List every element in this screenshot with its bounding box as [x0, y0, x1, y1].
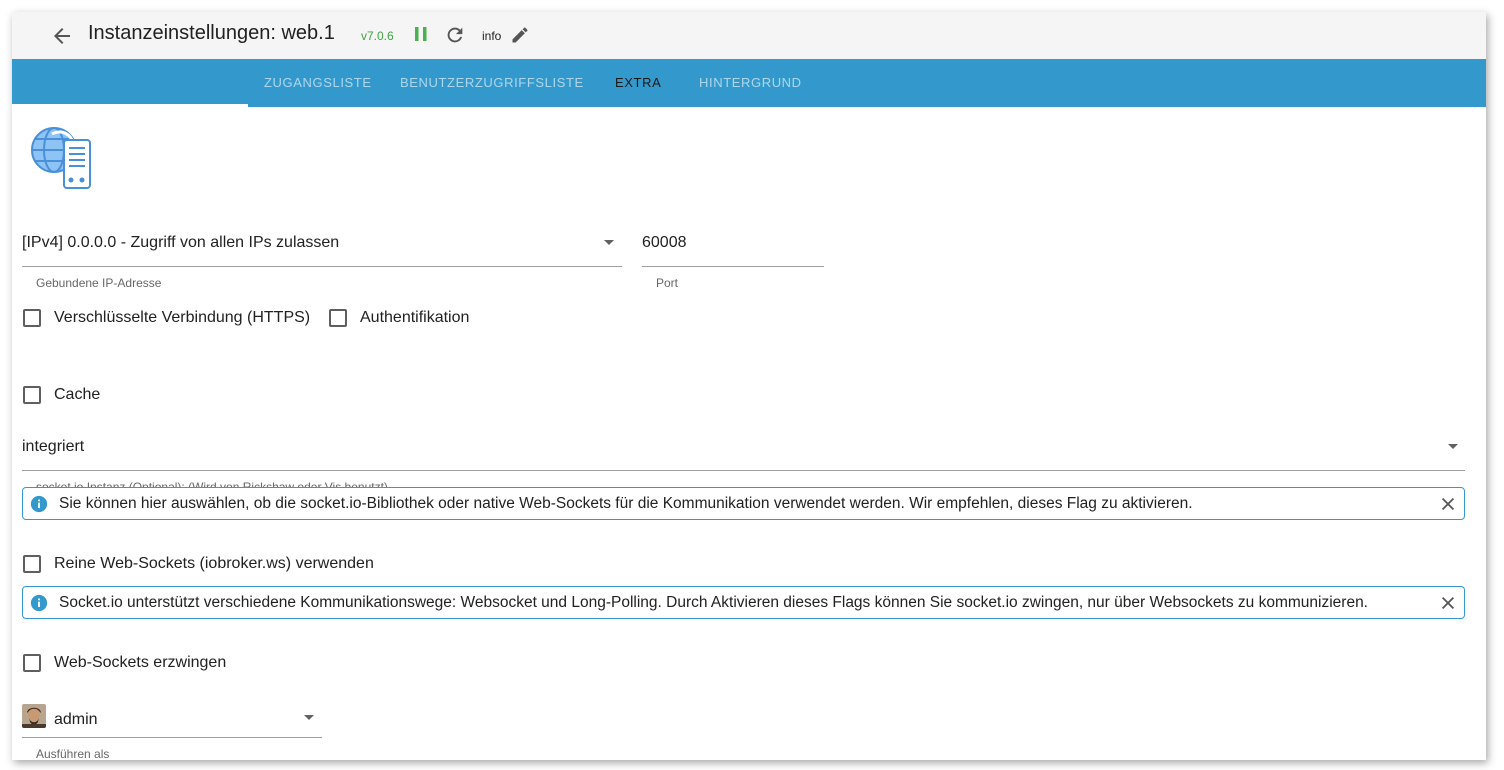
run-as-value: admin [54, 711, 98, 728]
port-value: 60008 [642, 234, 687, 251]
window-frame [12, 12, 1486, 760]
pure-websockets-checkbox[interactable] [23, 555, 374, 573]
cache-checkbox[interactable] [23, 386, 100, 404]
info-alert-force-websockets [22, 586, 1465, 619]
edit-pencil-icon[interactable] [510, 25, 530, 45]
info-alert-websockets [22, 487, 1465, 520]
reload-icon[interactable] [444, 24, 466, 46]
tab-benutzerzugriffsliste[interactable]: BENUTZERZUGRIFFSLISTE [400, 75, 584, 90]
run-as-label: Ausführen als [36, 747, 110, 760]
alert-text: Sie können hier auswählen, ob die socket.io-Bibliothek oder native Web-Sockets für die Kommunikation verwendet werden. Wir empfehlen, dieses Flag zu aktivieren. [59, 495, 1193, 512]
bind-ip-underline [22, 266, 622, 267]
tab-zugangsliste[interactable]: ZUGANGSLISTE [264, 75, 372, 90]
info-label: info [482, 29, 502, 43]
pause-icon[interactable] [411, 24, 431, 44]
tab-bar [12, 59, 1486, 107]
checkbox-square [329, 309, 347, 327]
tab-extra[interactable]: EXTRA [615, 75, 662, 90]
https-label: Verschlüsselte Verbindung (HTTPS) [54, 309, 311, 326]
info-icon [30, 495, 48, 513]
bind-ip-label: Gebundene IP-Adresse [36, 276, 162, 290]
bind-ip-select[interactable] [22, 234, 622, 294]
force-websockets-checkbox[interactable] [23, 654, 226, 672]
alert-text: Socket.io unterstützt verschiedene Kommunikationswege: Websocket und Long-Polling. Durch Aktivieren dieses Flags können Sie socket.io zwingen, nur über Websockets zu kommunizieren. [59, 594, 1368, 611]
top-bar [12, 12, 1486, 59]
settings-content [12, 107, 1486, 760]
checkbox-square [23, 555, 41, 573]
force-websockets-label: Web-Sockets erzwingen [54, 654, 227, 671]
port-label: Port [656, 276, 679, 290]
dropdown-arrow-icon [604, 240, 614, 245]
authentication-checkbox[interactable] [329, 309, 469, 327]
back-arrow-icon[interactable] [50, 24, 74, 48]
page-title: Instanzeinstellungen: web.1 [88, 22, 335, 44]
bind-ip-value: [IPv4] 0.0.0.0 - Zugriff von allen IPs zulassen [22, 234, 340, 251]
port-underline [642, 266, 824, 267]
cache-label: Cache [54, 386, 101, 403]
socketio-underline [22, 470, 1465, 471]
version-badge: v7.0.6 [361, 29, 394, 43]
port-field[interactable] [642, 234, 824, 294]
checkbox-square [23, 309, 41, 327]
tab-hintergrund[interactable]: HINTERGRUND [699, 75, 802, 90]
checkbox-square [23, 386, 41, 404]
socketio-value: integriert [22, 438, 85, 455]
pure-websockets-label: Reine Web-Sockets (iobroker.ws) verwenden [54, 555, 374, 572]
dropdown-arrow-icon [1448, 444, 1458, 449]
web-adapter-logo-icon [30, 126, 94, 190]
checkbox-square [23, 654, 41, 672]
info-icon [30, 594, 48, 612]
https-checkbox[interactable] [23, 309, 310, 327]
run-as-underline [22, 737, 322, 738]
close-icon[interactable] [1439, 495, 1457, 513]
run-as-field-decoration [22, 711, 322, 760]
authentication-label: Authentifikation [360, 309, 470, 326]
close-icon[interactable] [1439, 594, 1457, 612]
